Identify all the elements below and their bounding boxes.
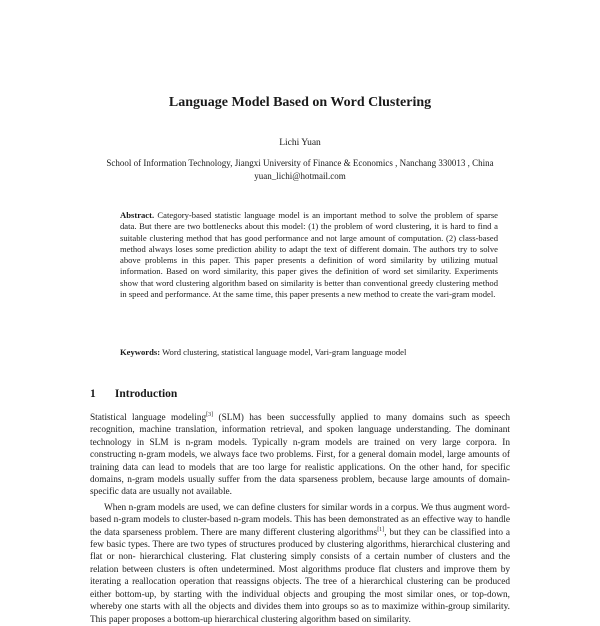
paper-title: Language Model Based on Word Clustering — [168, 95, 432, 110]
section-number: 1 — [90, 388, 96, 400]
affiliation-block — [100, 157, 500, 183]
paragraph-text: When n-gram models are used, we can define clusters for similar words in a corpus. We thus augment word-based n-gram models to cluster-based n-gram models. This has been demonstrated as an effective way to handle the data sparseness problem. There are many different clustering algorithms — [90, 502, 510, 538]
affiliation-text: School of Information Technology, Jiangxi University of Finance & Economics , Nanchang 330013 , China — [106, 158, 494, 168]
keywords-block — [120, 347, 498, 357]
paragraph-text: (SLM) has been successfully applied to many domains such as speech recognition, machine translation, information retrieval, and spoken language understanding. The dominant technology in SLM is n-gram models. Typically n-gram models are trained on very large corpora. In constructing n-gram models, we always face two problems. First, for a general domain model, large amounts of training data can lead to models that are too large for realistic applications. On the other hand, for specific domains, n-gram models usually suffer from the data sparseness problem, because large amounts of domain-specific data are usually not available. — [90, 413, 510, 498]
section-heading — [90, 388, 177, 400]
paragraph-2 — [90, 502, 510, 626]
author-email: yuan_lichi@hotmail.com — [254, 171, 346, 181]
paragraph-text: , but they can be classified into a few basic types. There are two types of structures produced by clustering algorithms, hierarchical clustering and flat or non- hierarchical clustering. Flat clustering simply consists of a certain number of clusters and the relation between clusters is often undetermined. Most algorithms produce flat clusters and improve them by iterating a reallocation operation that reassigns objects. The tree of a hierarchical clustering can be produced either bottom-up, by starting with the individual objects and grouping the most similar ones, or top-down, whereby one starts with all the objects and divides them into groups so as to maximize within-group similarity. This paper proposes a bottom-up hierarchical clustering algorithm based on similarity. — [90, 527, 510, 625]
abstract-text: Category-based statistic language model is an important method to solve the problem of sparse data. But there are two bottlenecks about this model: (1) the problem of word clustering, it is hard to find a suitable clustering method that has good performance and not large amount of computation. (2) class-based method always loses some prediction ability to adapt the text of different domain. The authors try to solve above problems in this paper. This paper presents a definition of word similarity by utilizing mutual information. Based on word similarity, this paper gives the definition of word set similarity. Experiments show that word clustering algorithm based on similarity is better than conventional greedy clustering method in speed and performance. At the same time, this paper presents a new method to create the vari-gram model. — [120, 210, 498, 300]
paragraph-1 — [90, 412, 510, 499]
keywords-label: Keywords: — [120, 347, 161, 357]
abstract-label: Abstract. — [120, 210, 155, 220]
citation-ref: [1] — [377, 526, 385, 533]
section-title: Introduction — [114, 388, 178, 400]
author-name: Lichi Yuan — [279, 138, 321, 148]
section-body — [90, 412, 510, 626]
abstract-block — [120, 210, 498, 300]
citation-ref: [3] — [206, 411, 214, 418]
keywords-text: Word clustering, statistical language model, Vari-gram language model — [162, 347, 407, 357]
paragraph-text: Statistical language modeling — [90, 413, 207, 423]
